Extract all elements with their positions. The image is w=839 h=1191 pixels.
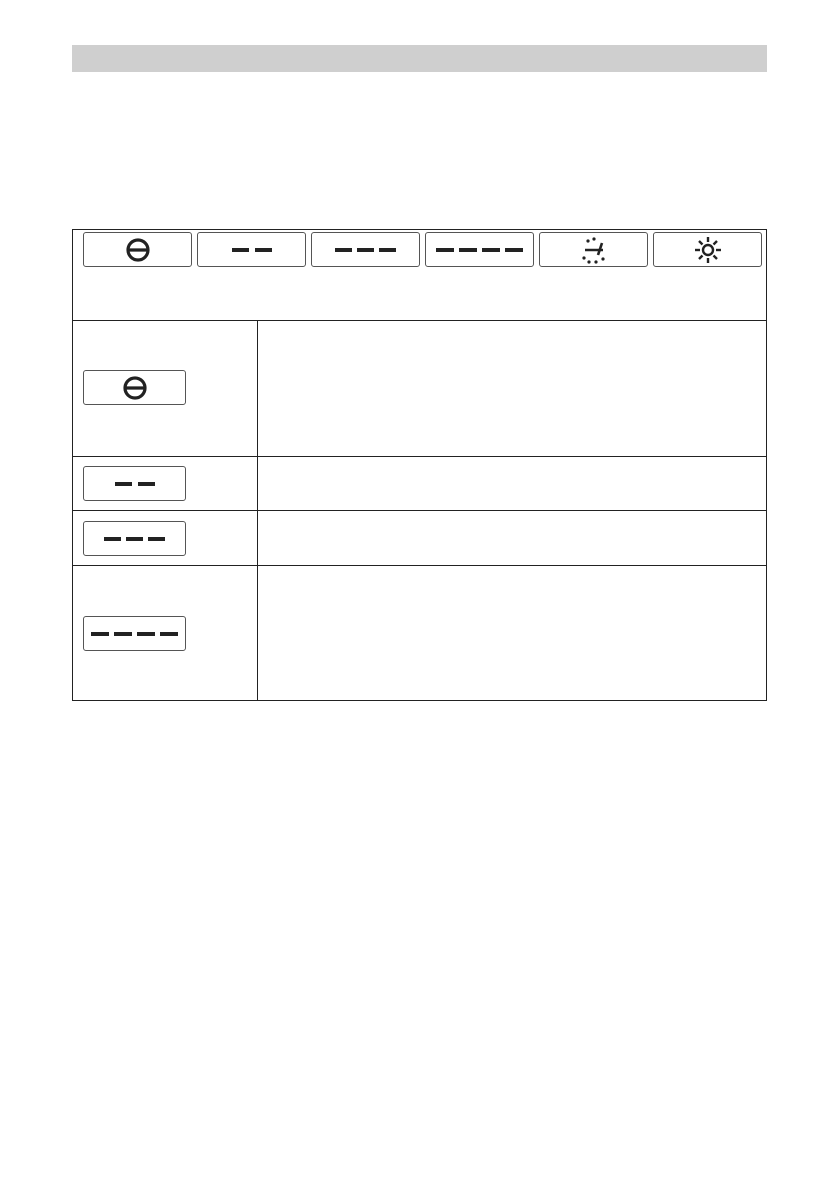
row-description [259,321,766,456]
level-2-indicator [83,466,186,501]
circle-minus-icon [123,237,153,263]
four-dash-icon [435,245,525,255]
table-row [73,457,766,511]
light-button[interactable] [653,232,762,267]
partial-light-button[interactable] [539,232,648,267]
sun-icon [693,235,723,265]
level-2-button[interactable] [197,232,306,267]
header-bar [72,45,767,72]
four-dash-icon [90,629,180,639]
level-3-button[interactable] [311,232,420,267]
two-dash-icon [230,245,274,255]
control-panel-table [72,229,767,701]
two-dash-icon [113,479,157,489]
half-sun-icon [579,235,609,265]
row-icon-cell [73,511,258,565]
table-row [73,511,766,566]
circle-minus-icon [120,375,150,401]
off-button[interactable] [83,232,192,267]
table-row [73,321,766,457]
off-indicator [83,370,186,405]
level-4-indicator [83,616,186,651]
three-dash-icon [333,245,399,255]
three-dash-icon [102,534,168,544]
row-description [259,511,766,565]
row-icon-cell [73,321,258,456]
level-4-button[interactable] [425,232,534,267]
control-button-row [73,230,766,321]
row-description [259,566,766,700]
row-icon-cell [73,566,258,700]
row-description [259,457,766,510]
row-icon-cell [73,457,258,510]
table-row [73,566,766,700]
level-3-indicator [83,521,186,556]
